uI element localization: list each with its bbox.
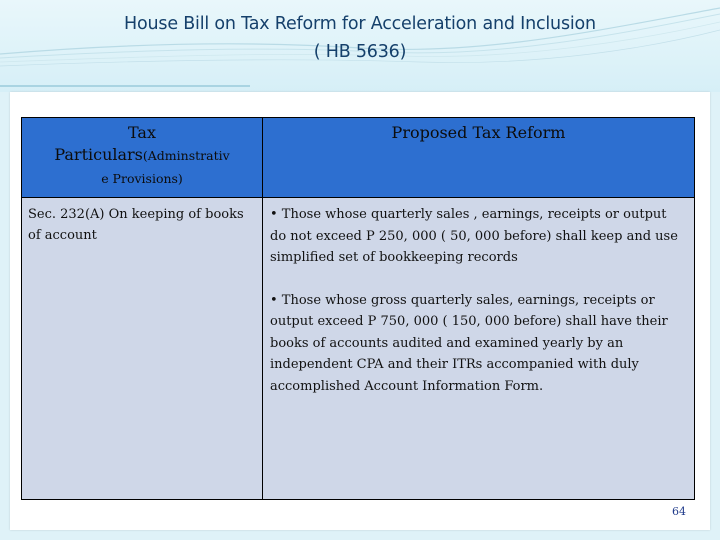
content-panel [10, 92, 710, 530]
reform-bullet-2: • Those whose gross quarterly sales, earnings, receipts or output exceed P 750, 000 ( 150, 000 before) shall have their books of accounts audited and examined yearly by an independent CPA and their ITRs accompanied with duly accomplished Account Information Form. [270, 292, 668, 394]
header-cell-tax-particulars [22, 118, 263, 198]
header-col1-small-b: e Provisions) [101, 171, 183, 186]
header-col1-line1: Tax [128, 123, 156, 142]
reform-bullet-1: • Those whose quarterly sales , earnings, receipts or output do not exceed P 250, 000 ( 50, 000 before) shall keep and use simplified set of bookkeeping records [270, 207, 678, 265]
slide-header [0, 0, 720, 92]
slide-title [0, 10, 720, 66]
header-cell-proposed-reform [263, 118, 695, 198]
table-header-row [22, 118, 695, 198]
header-col1-line2: Particulars [54, 145, 143, 164]
row-cell-provision: Sec. 232(A) On keeping of books of account [22, 198, 263, 500]
header-col1-small-a: (Adminstrativ [142, 148, 230, 163]
title-line-1: House Bill on Tax Reform for Acceleration and Inclusion [124, 14, 596, 34]
table-row [22, 198, 695, 500]
row-cell-reform [263, 198, 695, 500]
header-col2-label: Proposed Tax Reform [391, 123, 566, 142]
comparison-table [21, 117, 695, 500]
title-line-2: ( HB 5636) [313, 42, 407, 62]
page-number: 64 [672, 505, 686, 518]
